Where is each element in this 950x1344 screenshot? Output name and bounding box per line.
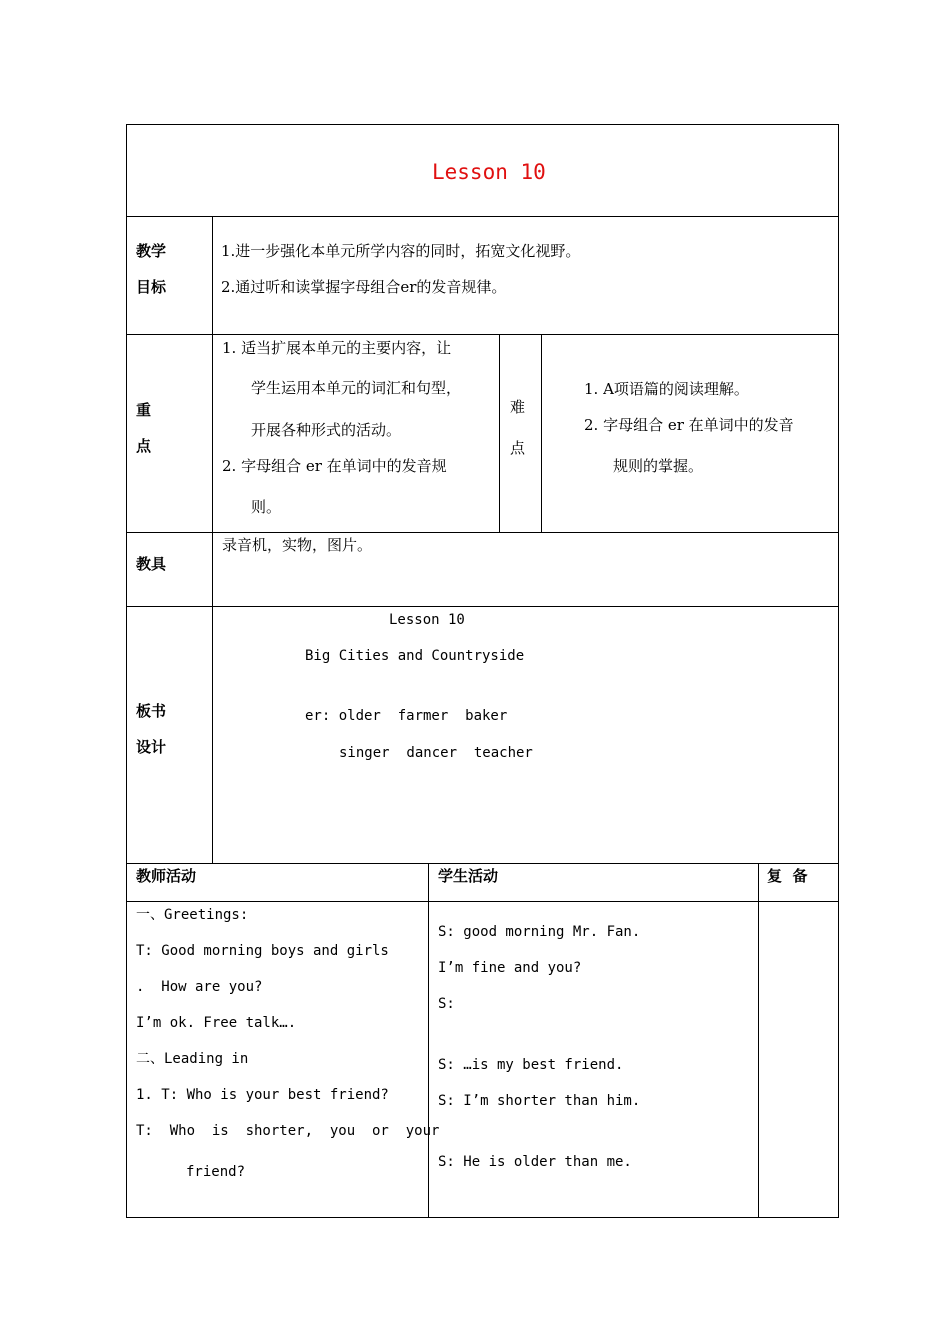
teacher-activity-line: T: Good morning boys and girls xyxy=(136,943,389,959)
teacher-activity-line: friend? xyxy=(186,1164,246,1180)
column-divider xyxy=(758,863,759,1218)
column-divider xyxy=(541,334,542,532)
key-point-line: 2. 字母组合 er 在单词中的发音规 xyxy=(222,457,447,475)
key-point-line: 学生运用本单元的词汇和句型， xyxy=(251,379,462,397)
teaching-aids-content: 录音机，实物，图片。 xyxy=(222,536,373,554)
teacher-activity-line: . How are you? xyxy=(136,979,263,995)
difficult-points-label-1: 难 xyxy=(510,398,526,416)
student-activity-line: S: I’m shorter than him. xyxy=(438,1093,641,1109)
column-divider xyxy=(428,863,429,1218)
student-activity-line: S: good morning Mr. Fan. xyxy=(438,924,641,940)
key-point-line: 则。 xyxy=(251,498,282,516)
column-divider xyxy=(212,216,213,863)
notes-header: 复 备 xyxy=(767,867,808,885)
row-divider xyxy=(126,334,839,335)
teacher-activity-line: I’m ok. Free talk…. xyxy=(136,1015,297,1031)
objectives-label-1: 教学 xyxy=(136,242,167,260)
teacher-activity-header: 教师活动 xyxy=(136,867,197,885)
row-divider xyxy=(126,901,839,902)
student-activity-line: S: …is my best friend. xyxy=(438,1057,624,1073)
difficult-point-line: 2. 字母组合 er 在单词中的发音 xyxy=(584,416,794,434)
board-design-label-1: 板书 xyxy=(136,702,167,720)
column-divider xyxy=(499,334,500,532)
row-divider xyxy=(126,606,839,607)
board-line: Big Cities and Countryside xyxy=(305,648,525,664)
key-points-label-1: 重 xyxy=(136,401,152,419)
teaching-aids-label: 教具 xyxy=(136,555,167,573)
student-activity-line: S: xyxy=(438,996,455,1012)
board-design-label-2: 设计 xyxy=(136,738,167,756)
objective-line: 2.通过听和读掌握字母组合er的发音规律。 xyxy=(221,278,507,296)
board-line: Lesson 10 xyxy=(389,612,465,628)
difficult-points-label-2: 点 xyxy=(510,439,526,457)
objective-line: 1.进一步强化本单元所学内容的同时，拓宽文化视野。 xyxy=(221,242,581,260)
key-point-line: 开展各种形式的活动。 xyxy=(251,421,402,439)
board-line: singer dancer teacher xyxy=(339,745,533,761)
row-divider xyxy=(126,863,839,864)
difficult-point-line: 1. A项语篇的阅读理解。 xyxy=(584,380,749,398)
board-line: er: older farmer baker xyxy=(305,708,508,724)
lesson-title: Lesson 10 xyxy=(432,160,546,184)
key-points-label-2: 点 xyxy=(136,437,152,455)
difficult-point-line: 规则的掌握。 xyxy=(613,457,704,475)
teacher-activity-line: 二、Leading in xyxy=(136,1051,249,1067)
row-divider xyxy=(126,216,839,217)
student-activity-header: 学生活动 xyxy=(438,867,499,885)
objectives-label-2: 目标 xyxy=(136,278,167,296)
teacher-activity-line: 一、Greetings: xyxy=(136,907,249,923)
key-point-line: 1. 适当扩展本单元的主要内容，让 xyxy=(222,339,452,357)
student-activity-line: S: He is older than me. xyxy=(438,1154,632,1170)
teacher-activity-line: T: Who is shorter, you or your xyxy=(136,1123,440,1139)
teacher-activity-line: 1. T: Who is your best friend? xyxy=(136,1087,389,1103)
row-divider xyxy=(126,532,839,533)
student-activity-line: I’m fine and you? xyxy=(438,960,582,976)
